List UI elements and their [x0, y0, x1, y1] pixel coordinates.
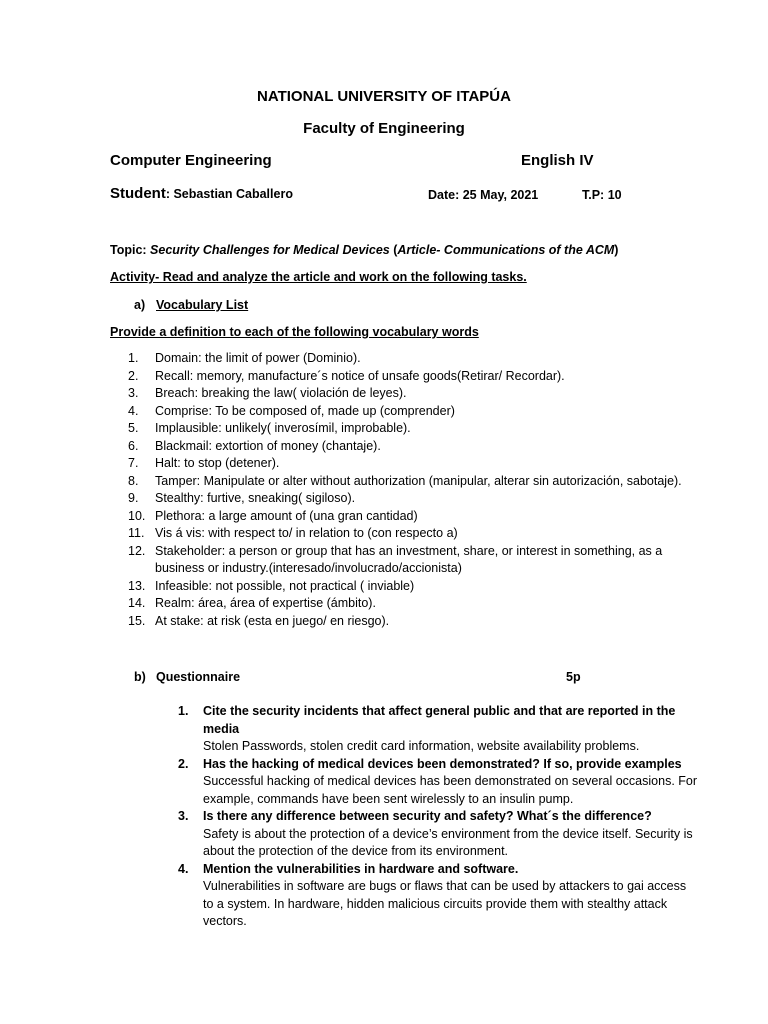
topic-open: (	[389, 243, 398, 257]
answer-text: Safety is about the protection of a device’s environment from the device itself. Security is about the protection of the device from its environment.	[203, 826, 693, 858]
list-item: 11. Vis á vis: with respect to/ in relation to (con respecto a)	[128, 526, 458, 540]
question-text: Has the hacking of medical devices been demonstrated? If so, provide examples	[203, 756, 682, 771]
list-item: 12. Stakeholder: a person or group that has an investment, share, or interest in something, as a business or industry.(interesado/involucrado/accionista)	[128, 543, 663, 575]
question-text: Is there any difference between security and safety? What´s the difference?	[203, 809, 652, 823]
list-item: 3. Breach: breaking the law( violación de leyes).	[128, 386, 407, 400]
list-item: 2. Has the hacking of medical devices been demonstrated? If so, provide examples Successful hacking of medical devices has been demonstrated on several occasions. For example, commands have been sent wirelessly to an insulin pump.	[178, 756, 698, 809]
section-a-marker: a)	[134, 298, 146, 312]
list-item: 2. Recall: memory, manufacture´s notice of unsafe goods(Retirar/ Recordar).	[128, 368, 565, 383]
topic-label: Topic:	[110, 243, 151, 257]
topic-title: Security Challenges for Medical Devices	[150, 243, 390, 257]
vocabulary-list	[128, 350, 688, 630]
answer-text: Stolen Passwords, stolen credit card information, website availability problems.	[203, 739, 640, 753]
question-text: Mention the vulnerabilities in hardware and software.	[203, 861, 519, 876]
program-name: Computer Engineering	[110, 152, 272, 169]
list-item: 6. Blackmail: extortion of money (chantaje).	[128, 438, 381, 453]
list-item: 4. Mention the vulnerabilities in hardware and software. Vulnerabilities in software are bugs or flaws that can be used by attackers to gai access to a system. In hardware, hidden malicious circuits provide them with stealthy attack vectors.	[178, 861, 698, 931]
student-line	[110, 185, 293, 204]
answer-text: Vulnerabilities in software are bugs or flaws that can be used by attackers to gai access to a system. In hardware, hidden malicious circuits provide them with stealthy attack vectors.	[203, 879, 687, 928]
questionnaire-list	[178, 703, 698, 931]
date-field: Date: 25 May, 2021	[428, 188, 539, 202]
answer-text: Successful hacking of medical devices has been demonstrated on several occasions. For example, commands have been sent wirelessly to an insulin pump.	[203, 774, 698, 806]
activity-instruction: Activity- Read and analyze the article and work on the following tasks.	[110, 270, 527, 284]
list-item: 10. Plethora: a large amount of (una gran cantidad)	[128, 508, 418, 523]
list-item: 9. Stealthy: furtive, sneaking( sigiloso).	[128, 491, 356, 505]
question-text: Cite the security incidents that affect general public and that are reported in the media	[203, 704, 676, 736]
list-item: 7. Halt: to stop (detener).	[128, 456, 280, 470]
list-item: 1. Domain: the limit of power (Dominio).	[128, 351, 361, 365]
list-item: 4. Comprise: To be composed of, made up (comprender)	[128, 403, 455, 418]
section-b-points: 5p	[566, 670, 581, 684]
section-b-title: Questionnaire	[156, 670, 241, 684]
topic-source: Article- Communications of the ACM	[397, 243, 615, 257]
list-item: 3. Is there any difference between security and safety? What´s the difference? Safety is about the protection of a device’s environment from the device itself. Security is about the protection of the device from its environment.	[178, 808, 698, 861]
course-name: English IV	[521, 152, 594, 169]
tp-field: T.P: 10	[582, 188, 622, 202]
faculty-title: Faculty of Engineering	[303, 120, 465, 137]
student-name: : Sebastian Caballero	[165, 187, 293, 201]
list-item: 14. Realm: área, área of expertise (ámbito).	[128, 596, 376, 610]
topic-close: )	[614, 243, 619, 257]
list-item: 8. Tamper: Manipulate or alter without authorization (manipular, alterar sin autorización, sabotaje).	[128, 473, 682, 488]
vocabulary-instruction: Provide a definition to each of the following vocabulary words	[110, 325, 479, 339]
student-label: Student	[110, 185, 166, 202]
list-item: 1. Cite the security incidents that affect general public and that are reported in the media Stolen Passwords, stolen credit card information, website availability problems.	[178, 703, 698, 756]
section-b-marker: b)	[134, 670, 146, 684]
topic-line	[110, 242, 618, 260]
list-item: 15. At stake: at risk (esta en juego/ en riesgo).	[128, 613, 390, 628]
list-item: 5. Implausible: unlikely( inverosímil, improbable).	[128, 421, 411, 435]
university-title: NATIONAL UNIVERSITY OF ITAPÚA	[257, 88, 511, 105]
list-item: 13. Infeasible: not possible, not practical ( inviable)	[128, 578, 415, 593]
section-a-title: Vocabulary List	[156, 298, 249, 312]
